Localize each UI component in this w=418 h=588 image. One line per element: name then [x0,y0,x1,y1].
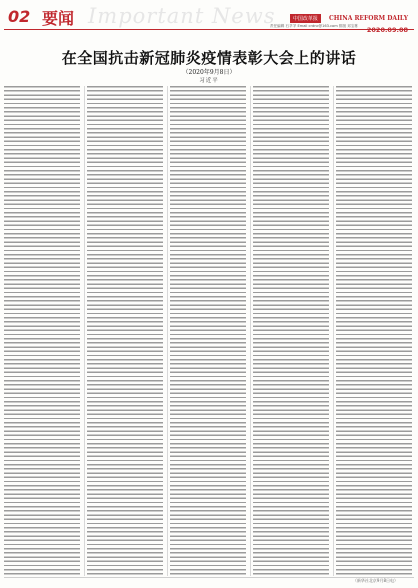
header-rule [4,29,414,30]
text-lines [170,86,246,576]
column-divider [167,86,168,576]
text-lines [253,86,329,576]
page-number: 02 [8,7,31,26]
column-divider [333,86,334,576]
text-column-3 [170,86,246,576]
text-lines [87,86,163,576]
article-author: 习近平 [199,78,219,84]
text-lines [336,86,412,576]
article-headline: 在全国抗击新冠肺炎疫情表彰大会上的讲话 [61,49,357,67]
issue-date: 2020.09.08 [366,26,408,34]
masthead-en: CHINA REFORM DAILY [328,15,408,22]
text-column-1 [4,86,80,576]
text-column-5 [336,86,412,576]
column-divider [250,86,251,576]
text-lines [4,86,80,576]
article-body [4,86,414,576]
column-divider [84,86,85,576]
text-column-2 [87,86,163,576]
editor-line: 责任编辑 石芊芊 Email crdnc@163.com 排版 邓宝栋 [270,24,359,28]
article-dateline: （2020年9月8日） [182,69,236,76]
text-column-4 [253,86,329,576]
article-footer-note: （新华社北京9月8日电） [352,578,398,583]
section-title-en: Important News [88,4,276,28]
section-title: 要闻 [42,9,75,28]
masthead-badge: 中国改革报 [290,14,321,23]
